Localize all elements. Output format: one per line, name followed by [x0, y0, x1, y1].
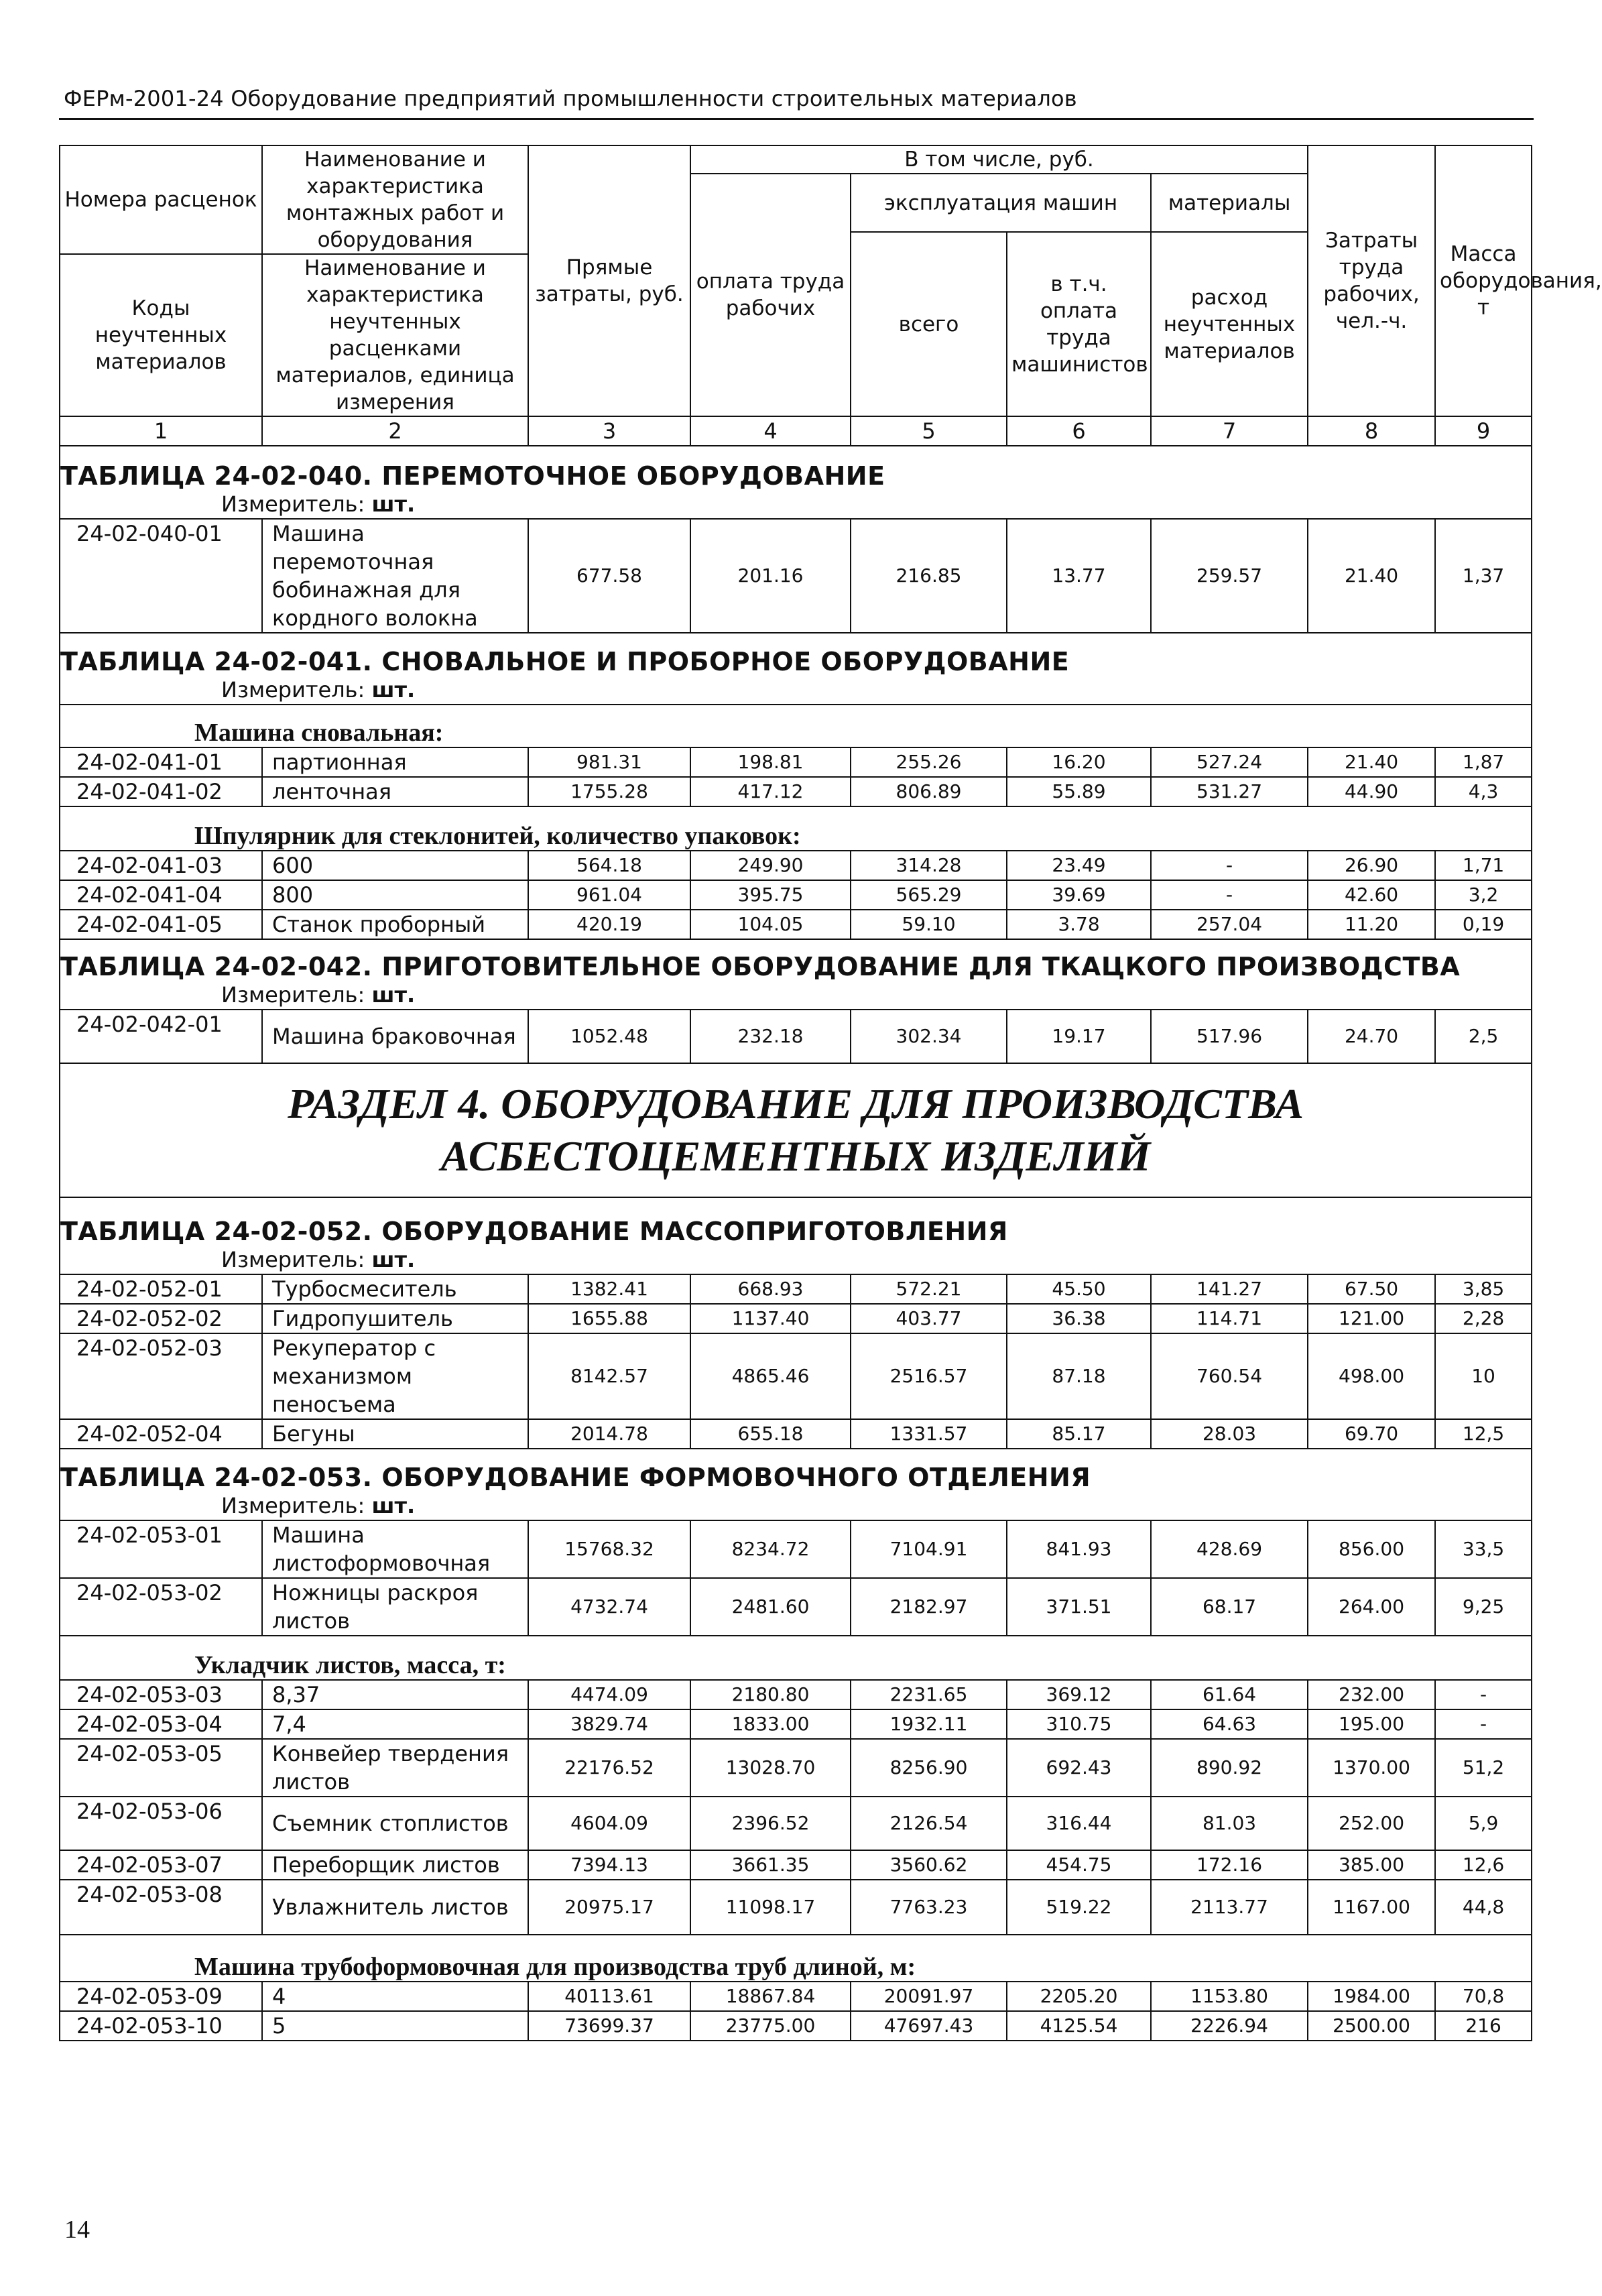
- cell-code: 24-02-041-02: [60, 777, 262, 806]
- cell-mass: 2,5: [1435, 1010, 1532, 1063]
- cell-labor: 232.00: [1308, 1680, 1435, 1709]
- table-row: [60, 1304, 1532, 1333]
- cell-name: ленточная: [262, 777, 528, 806]
- measure: [60, 490, 1532, 519]
- cell-wages: 232.18: [690, 1010, 851, 1063]
- cell-mat: 890.92: [1151, 1739, 1308, 1797]
- cell-mat: 257.04: [1151, 910, 1308, 939]
- cell-direct: 7394.13: [528, 1850, 690, 1880]
- cell-mach_w: 310.75: [1007, 1709, 1151, 1739]
- cell-wages: 2180.80: [690, 1680, 851, 1709]
- cell-mat: 428.69: [1151, 1520, 1308, 1578]
- cell-mach: 255.26: [851, 747, 1007, 777]
- cell-direct: 40113.61: [528, 1982, 690, 2011]
- cell-mach_w: 85.17: [1007, 1419, 1151, 1449]
- measure-row: [60, 981, 1532, 1010]
- cell-mach_w: 13.77: [1007, 519, 1151, 633]
- cell-mat: -: [1151, 880, 1308, 910]
- cell-wages: 13028.70: [690, 1739, 851, 1797]
- title-rule: [59, 118, 1534, 120]
- cell-direct: 1382.41: [528, 1274, 690, 1304]
- table-row: [60, 1274, 1532, 1304]
- cell-mass: -: [1435, 1709, 1532, 1739]
- cell-direct: 961.04: [528, 880, 690, 910]
- table-title: ТАБЛИЦА 24-02-053. ОБОРУДОВАНИЕ ФОРМОВОЧНОГО ОТДЕЛЕНИЯ: [60, 1449, 1532, 1492]
- subgroup-title: Укладчик листов, масса, т:: [60, 1636, 1532, 1680]
- header-name-top: Наименование и характеристика монтажных работ и оборудования: [262, 145, 528, 254]
- cell-direct: 1655.88: [528, 1304, 690, 1333]
- header-wages: оплата труда рабочих: [690, 174, 851, 416]
- cell-mach_w: 2205.20: [1007, 1982, 1151, 2011]
- header-row: [60, 145, 1532, 174]
- cell-mat: 114.71: [1151, 1304, 1308, 1333]
- column-index: 4: [690, 416, 851, 446]
- cell-direct: 981.31: [528, 747, 690, 777]
- cell-direct: 2014.78: [528, 1419, 690, 1449]
- cell-wages: 2481.60: [690, 1578, 851, 1636]
- measure-label: Измеритель:: [221, 491, 365, 517]
- measure-row: [60, 676, 1532, 705]
- cell-mach: 20091.97: [851, 1982, 1007, 2011]
- cell-mass: 4,3: [1435, 777, 1532, 806]
- cell-mach_w: 87.18: [1007, 1333, 1151, 1419]
- header-machines-wages: в т.ч. оплата труда машинистов: [1007, 232, 1151, 416]
- cell-wages: 1833.00: [690, 1709, 851, 1739]
- table-row: [60, 1709, 1532, 1739]
- cell-mach: 314.28: [851, 851, 1007, 880]
- cell-direct: 564.18: [528, 851, 690, 880]
- measure-label: Измеритель:: [221, 982, 365, 1008]
- cell-labor: 69.70: [1308, 1419, 1435, 1449]
- cell-mat: 81.03: [1151, 1797, 1308, 1850]
- table-title-row: [60, 633, 1532, 676]
- cell-mat: 64.63: [1151, 1709, 1308, 1739]
- cell-name: 5: [262, 2011, 528, 2041]
- cell-wages: 4865.46: [690, 1333, 851, 1419]
- cell-direct: 3829.74: [528, 1709, 690, 1739]
- table-row: [60, 851, 1532, 880]
- column-index: 9: [1435, 416, 1532, 446]
- header-including: В том числе, руб.: [690, 145, 1308, 174]
- cell-labor: 856.00: [1308, 1520, 1435, 1578]
- cell-code: 24-02-041-04: [60, 880, 262, 910]
- header-codes-bottom: Коды неучтенных материалов: [60, 254, 262, 416]
- cell-labor: 67.50: [1308, 1274, 1435, 1304]
- cell-mass: 1,87: [1435, 747, 1532, 777]
- cell-labor: 24.70: [1308, 1010, 1435, 1063]
- cell-mach_w: 4125.54: [1007, 2011, 1151, 2041]
- cell-code: 24-02-041-05: [60, 910, 262, 939]
- table-row: [60, 1797, 1532, 1850]
- table-row: [60, 910, 1532, 939]
- cell-mass: 70,8: [1435, 1982, 1532, 2011]
- table-title: ТАБЛИЦА 24-02-040. ПЕРЕМОТОЧНОЕ ОБОРУДОВАНИЕ: [60, 446, 1532, 490]
- cell-labor: 1167.00: [1308, 1880, 1435, 1935]
- measure: [60, 981, 1532, 1010]
- table-title-row: [60, 446, 1532, 490]
- cell-mat: 760.54: [1151, 1333, 1308, 1419]
- column-index: 7: [1151, 416, 1308, 446]
- cell-code: 24-02-052-01: [60, 1274, 262, 1304]
- cell-wages: 395.75: [690, 880, 851, 910]
- cell-labor: 1370.00: [1308, 1739, 1435, 1797]
- cell-mat: 517.96: [1151, 1010, 1308, 1063]
- subgroup-row: [60, 1935, 1532, 1982]
- cell-mach: 216.85: [851, 519, 1007, 633]
- cell-wages: 23775.00: [690, 2011, 851, 2041]
- cell-mach: 47697.43: [851, 2011, 1007, 2041]
- cell-mass: 3,85: [1435, 1274, 1532, 1304]
- cell-labor: 44.90: [1308, 777, 1435, 806]
- header-mass: Масса оборудования, т: [1435, 145, 1532, 416]
- measure-row: [60, 1246, 1532, 1274]
- measure-label: Измеритель:: [221, 1247, 365, 1272]
- cell-name: Увлажнитель листов: [262, 1880, 528, 1935]
- table-title: ТАБЛИЦА 24-02-041. СНОВАЛЬНОЕ И ПРОБОРНОЕ ОБОРУДОВАНИЕ: [60, 633, 1532, 676]
- measure: [60, 1246, 1532, 1274]
- cell-labor: 121.00: [1308, 1304, 1435, 1333]
- header-materials: материалы: [1151, 174, 1308, 232]
- cell-mach_w: 692.43: [1007, 1739, 1151, 1797]
- table-title-row: [60, 1449, 1532, 1492]
- header-direct: Прямые затраты, руб.: [528, 145, 690, 416]
- cell-code: 24-02-052-02: [60, 1304, 262, 1333]
- cell-mach_w: 23.49: [1007, 851, 1151, 880]
- cell-labor: 385.00: [1308, 1850, 1435, 1880]
- cell-wages: 201.16: [690, 519, 851, 633]
- cell-mach_w: 16.20: [1007, 747, 1151, 777]
- measure: [60, 676, 1532, 705]
- header-machines: эксплуатация машин: [851, 174, 1151, 232]
- cell-name: 8,37: [262, 1680, 528, 1709]
- cell-direct: 420.19: [528, 910, 690, 939]
- page-title: ФЕРм-2001-24 Оборудование предприятий промышленности строительных материалов: [64, 86, 1077, 111]
- column-index: 8: [1308, 416, 1435, 446]
- cell-mach_w: 369.12: [1007, 1680, 1151, 1709]
- cell-name: Машина перемоточная бобинажная для кордного волокна: [262, 519, 528, 633]
- cell-mass: 1,71: [1435, 851, 1532, 880]
- cell-mach: 302.34: [851, 1010, 1007, 1063]
- header-machines-total: всего: [851, 232, 1007, 416]
- cell-code: 24-02-053-06: [60, 1797, 262, 1850]
- measure-unit: шт.: [371, 1247, 416, 1272]
- cell-name: Рекуператор с механизмом пеносъема: [262, 1333, 528, 1419]
- cell-code: 24-02-053-07: [60, 1850, 262, 1880]
- cell-mass: 9,25: [1435, 1578, 1532, 1636]
- cell-mach: 806.89: [851, 777, 1007, 806]
- cell-code: 24-02-053-10: [60, 2011, 262, 2041]
- header-codes-top: Номера расценок: [60, 145, 262, 254]
- cell-code: 24-02-053-01: [60, 1520, 262, 1578]
- cell-direct: 8142.57: [528, 1333, 690, 1419]
- column-index: 2: [262, 416, 528, 446]
- measure-label: Измеритель:: [221, 677, 365, 703]
- cell-mach: 403.77: [851, 1304, 1007, 1333]
- table-row: [60, 1520, 1532, 1578]
- header-index-row: [60, 416, 1532, 446]
- cell-wages: 104.05: [690, 910, 851, 939]
- cell-labor: 11.20: [1308, 910, 1435, 939]
- cell-direct: 4732.74: [528, 1578, 690, 1636]
- cell-name: 800: [262, 880, 528, 910]
- cell-direct: 20975.17: [528, 1880, 690, 1935]
- cell-mass: 44,8: [1435, 1880, 1532, 1935]
- cell-mat: 2226.94: [1151, 2011, 1308, 2041]
- cell-mat: 2113.77: [1151, 1880, 1308, 1935]
- cell-wages: 668.93: [690, 1274, 851, 1304]
- measure-unit: шт.: [371, 677, 416, 703]
- column-index: 5: [851, 416, 1007, 446]
- cell-mach: 8256.90: [851, 1739, 1007, 1797]
- cell-mach_w: 45.50: [1007, 1274, 1151, 1304]
- column-index: 6: [1007, 416, 1151, 446]
- cell-wages: 11098.17: [690, 1880, 851, 1935]
- cell-name: Машина листоформовочная: [262, 1520, 528, 1578]
- table-title-row: [60, 1197, 1532, 1246]
- cell-labor: 26.90: [1308, 851, 1435, 880]
- cell-code: 24-02-053-08: [60, 1880, 262, 1935]
- cell-mat: 172.16: [1151, 1850, 1308, 1880]
- cell-mass: 1,37: [1435, 519, 1532, 633]
- table-row: [60, 777, 1532, 806]
- cell-mach_w: 454.75: [1007, 1850, 1151, 1880]
- cell-wages: 3661.35: [690, 1850, 851, 1880]
- section-heading: РАЗДЕЛ 4. ОБОРУДОВАНИЕ ДЛЯ ПРОИЗВОДСТВА АСБЕСТОЦЕМЕНТНЫХ ИЗДЕЛИЙ: [60, 1063, 1532, 1197]
- column-index: 3: [528, 416, 690, 446]
- cell-mat: -: [1151, 851, 1308, 880]
- cell-direct: 1052.48: [528, 1010, 690, 1063]
- cell-name: Машина браковочная: [262, 1010, 528, 1063]
- cell-code: 24-02-052-04: [60, 1419, 262, 1449]
- cell-labor: 42.60: [1308, 880, 1435, 910]
- subgroup-title: Шпулярник для стеклонитей, количество упаковок:: [60, 806, 1532, 851]
- table-row: [60, 747, 1532, 777]
- cell-mach: 7104.91: [851, 1520, 1007, 1578]
- table-row: [60, 1680, 1532, 1709]
- cell-code: 24-02-053-03: [60, 1680, 262, 1709]
- table-title: ТАБЛИЦА 24-02-052. ОБОРУДОВАНИЕ МАССОПРИГОТОВЛЕНИЯ: [60, 1197, 1532, 1246]
- cell-mass: 33,5: [1435, 1520, 1532, 1578]
- cell-mass: 3,2: [1435, 880, 1532, 910]
- cell-name: партионная: [262, 747, 528, 777]
- cell-wages: 417.12: [690, 777, 851, 806]
- cell-name: 600: [262, 851, 528, 880]
- measure-unit: шт.: [371, 491, 416, 517]
- cell-code: 24-02-053-02: [60, 1578, 262, 1636]
- cell-mach_w: 39.69: [1007, 880, 1151, 910]
- subgroup-row: [60, 1636, 1532, 1680]
- cell-mach: 565.29: [851, 880, 1007, 910]
- cell-wages: 655.18: [690, 1419, 851, 1449]
- cell-mach_w: 519.22: [1007, 1880, 1151, 1935]
- table-row: [60, 1419, 1532, 1449]
- cell-mass: 12,5: [1435, 1419, 1532, 1449]
- cell-mass: 5,9: [1435, 1797, 1532, 1850]
- cell-mass: 51,2: [1435, 1739, 1532, 1797]
- cell-direct: 73699.37: [528, 2011, 690, 2041]
- cell-labor: 498.00: [1308, 1333, 1435, 1419]
- cell-direct: 4604.09: [528, 1797, 690, 1850]
- table-row: [60, 519, 1532, 633]
- column-index: 1: [60, 416, 262, 446]
- cell-mat: 527.24: [1151, 747, 1308, 777]
- cell-mass: 216: [1435, 2011, 1532, 2041]
- header-materials-sub: расход неучтенных материалов: [1151, 232, 1308, 416]
- cell-mat: 1153.80: [1151, 1982, 1308, 2011]
- cell-code: 24-02-042-01: [60, 1010, 262, 1063]
- cell-mass: 2,28: [1435, 1304, 1532, 1333]
- measure-unit: шт.: [371, 1493, 416, 1518]
- cell-mach: 7763.23: [851, 1880, 1007, 1935]
- cell-wages: 1137.40: [690, 1304, 851, 1333]
- cell-mach_w: 371.51: [1007, 1578, 1151, 1636]
- cell-name: Ножницы раскроя листов: [262, 1578, 528, 1636]
- cell-name: Турбосмеситель: [262, 1274, 528, 1304]
- cell-name: Бегуны: [262, 1419, 528, 1449]
- header-name-bottom: Наименование и характеристика неучтенных расценками материалов, единица измерения: [262, 254, 528, 416]
- cell-mach: 2516.57: [851, 1333, 1007, 1419]
- cell-mach: 2231.65: [851, 1680, 1007, 1709]
- cell-labor: 252.00: [1308, 1797, 1435, 1850]
- page-number: 14: [64, 2216, 90, 2244]
- cell-mat: 68.17: [1151, 1578, 1308, 1636]
- subgroup-title: Машина сновальная:: [60, 705, 1532, 747]
- cell-name: 7,4: [262, 1709, 528, 1739]
- cell-mach: 572.21: [851, 1274, 1007, 1304]
- table-row: [60, 1578, 1532, 1636]
- section-row: [60, 1063, 1532, 1197]
- cell-code: 24-02-040-01: [60, 519, 262, 633]
- cell-wages: 249.90: [690, 851, 851, 880]
- cell-code: 24-02-053-09: [60, 1982, 262, 2011]
- cell-labor: 264.00: [1308, 1578, 1435, 1636]
- cell-mat: 531.27: [1151, 777, 1308, 806]
- cell-wages: 8234.72: [690, 1520, 851, 1578]
- cell-mach_w: 3.78: [1007, 910, 1151, 939]
- cell-mach_w: 841.93: [1007, 1520, 1151, 1578]
- cell-mach: 1932.11: [851, 1709, 1007, 1739]
- header-labor: Затраты труда рабочих, чел.-ч.: [1308, 145, 1435, 416]
- measure: [60, 1492, 1532, 1520]
- table-row: [60, 1982, 1532, 2011]
- cell-labor: 21.40: [1308, 747, 1435, 777]
- subgroup-title: Машина трубоформовочная для производства труб длиной, м:: [60, 1935, 1532, 1982]
- cell-mass: 10: [1435, 1333, 1532, 1419]
- cell-labor: 1984.00: [1308, 1982, 1435, 2011]
- cell-mat: 141.27: [1151, 1274, 1308, 1304]
- cell-mach: 1331.57: [851, 1419, 1007, 1449]
- cell-mat: 28.03: [1151, 1419, 1308, 1449]
- cell-wages: 198.81: [690, 747, 851, 777]
- cell-name: Гидропушитель: [262, 1304, 528, 1333]
- table-row: [60, 2011, 1532, 2041]
- subgroup-row: [60, 806, 1532, 851]
- table-title: ТАБЛИЦА 24-02-042. ПРИГОТОВИТЕЛЬНОЕ ОБОРУДОВАНИЕ ДЛЯ ТКАЦКОГО ПРОИЗВОДСТВА: [60, 939, 1532, 981]
- cell-mat: 259.57: [1151, 519, 1308, 633]
- cell-mach_w: 55.89: [1007, 777, 1151, 806]
- cell-mass: 12,6: [1435, 1850, 1532, 1880]
- cell-mach: 3560.62: [851, 1850, 1007, 1880]
- cell-mach_w: 316.44: [1007, 1797, 1151, 1850]
- cell-direct: 1755.28: [528, 777, 690, 806]
- cell-name: Переборщик листов: [262, 1850, 528, 1880]
- cell-code: 24-02-053-04: [60, 1709, 262, 1739]
- cell-mach_w: 36.38: [1007, 1304, 1151, 1333]
- cell-mat: 61.64: [1151, 1680, 1308, 1709]
- table-row: [60, 1880, 1532, 1935]
- cell-code: 24-02-041-03: [60, 851, 262, 880]
- cell-wages: 18867.84: [690, 1982, 851, 2011]
- subgroup-row: [60, 705, 1532, 747]
- cell-mass: -: [1435, 1680, 1532, 1709]
- rates-table: [59, 145, 1602, 2041]
- cell-code: 24-02-052-03: [60, 1333, 262, 1419]
- cell-labor: 21.40: [1308, 519, 1435, 633]
- table-row: [60, 1010, 1532, 1063]
- cell-mach_w: 19.17: [1007, 1010, 1151, 1063]
- cell-direct: 677.58: [528, 519, 690, 633]
- cell-labor: 2500.00: [1308, 2011, 1435, 2041]
- cell-name: Конвейер твердения листов: [262, 1739, 528, 1797]
- cell-direct: 15768.32: [528, 1520, 690, 1578]
- measure-row: [60, 490, 1532, 519]
- measure-unit: шт.: [371, 982, 416, 1008]
- cell-labor: 195.00: [1308, 1709, 1435, 1739]
- cell-wages: 2396.52: [690, 1797, 851, 1850]
- cell-direct: 4474.09: [528, 1680, 690, 1709]
- cell-mach: 59.10: [851, 910, 1007, 939]
- table-row: [60, 880, 1532, 910]
- table-title-row: [60, 939, 1532, 981]
- table-row: [60, 1739, 1532, 1797]
- cell-mach: 2182.97: [851, 1578, 1007, 1636]
- cell-code: 24-02-041-01: [60, 747, 262, 777]
- table-row: [60, 1333, 1532, 1419]
- cell-name: Станок проборный: [262, 910, 528, 939]
- measure-label: Измеритель:: [221, 1493, 365, 1518]
- cell-name: Съемник стоплистов: [262, 1797, 528, 1850]
- measure-row: [60, 1492, 1532, 1520]
- cell-direct: 22176.52: [528, 1739, 690, 1797]
- table-row: [60, 1850, 1532, 1880]
- cell-code: 24-02-053-05: [60, 1739, 262, 1797]
- cell-mach: 2126.54: [851, 1797, 1007, 1850]
- cell-name: 4: [262, 1982, 528, 2011]
- cell-mass: 0,19: [1435, 910, 1532, 939]
